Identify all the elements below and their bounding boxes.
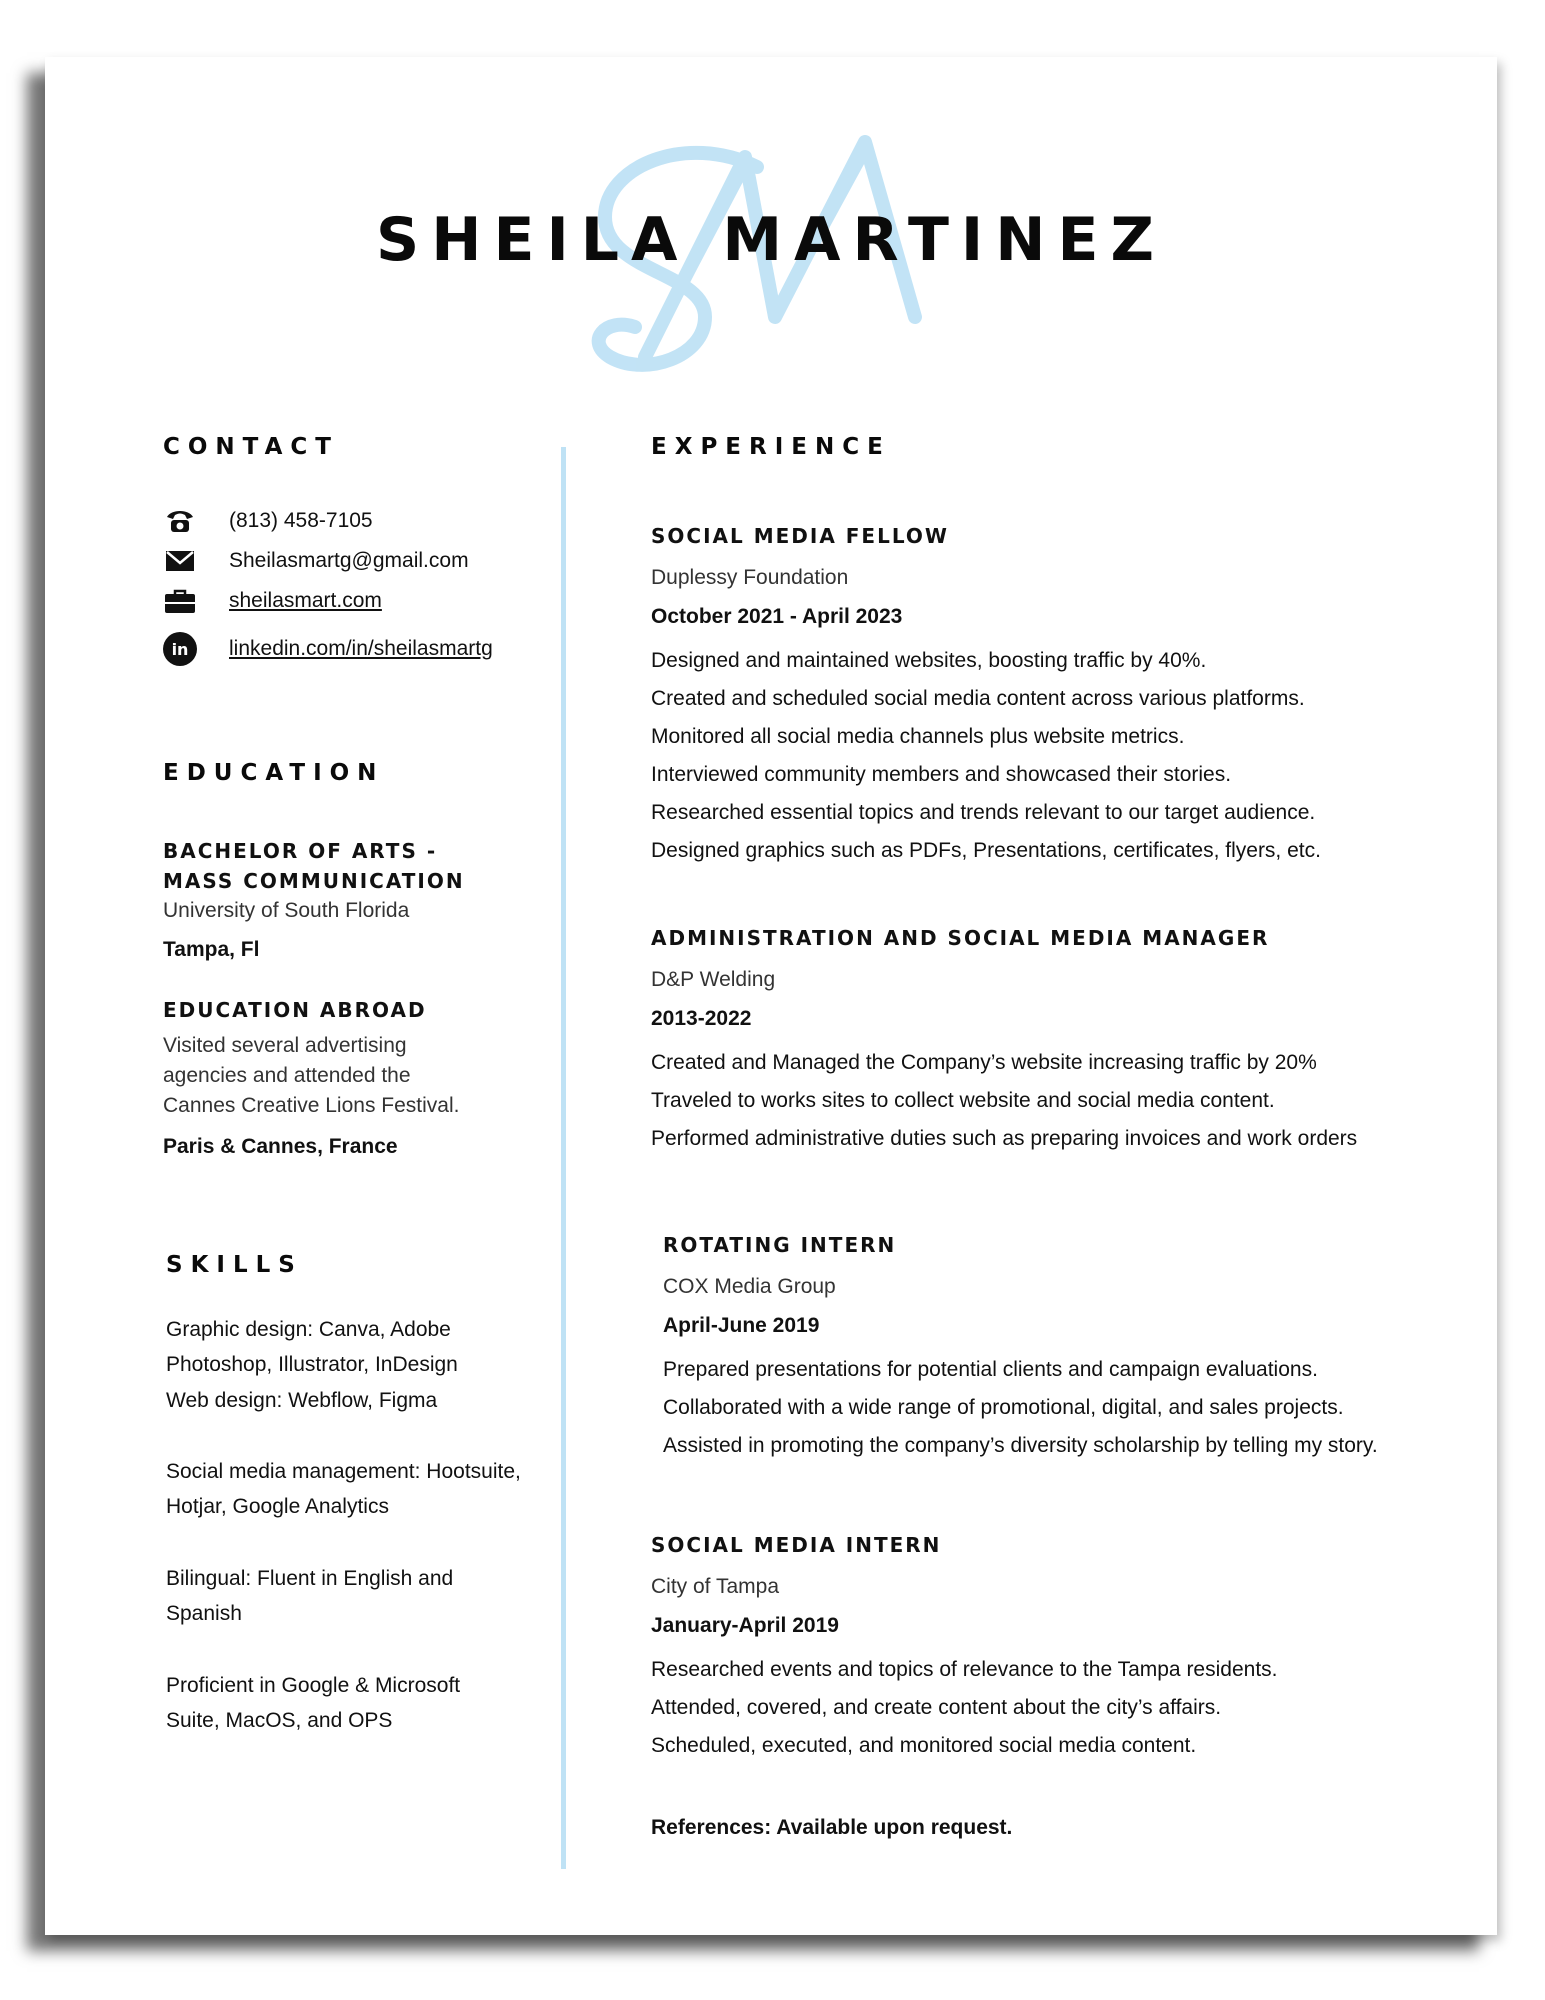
job-organization: City of Tampa <box>651 1575 779 1598</box>
abroad-block <box>163 995 543 1159</box>
abroad-line-2: agencies and attended the <box>163 1064 411 1087</box>
phone-icon <box>163 504 197 538</box>
job-dates: January-April 2019 <box>651 1614 839 1637</box>
contact-heading: CONTACT <box>163 434 339 460</box>
email-address[interactable]: Sheilasmartg@gmail.com <box>229 549 469 572</box>
job-organization: COX Media Group <box>663 1275 836 1298</box>
skill-line: Graphic design: Canva, Adobe <box>166 1318 451 1341</box>
duty-line: Collaborated with a wide range of promotional, digital, and sales projects. <box>663 1396 1344 1419</box>
duty-line: Designed and maintained websites, boosting traffic by 40%. <box>651 649 1207 672</box>
resume-page <box>45 57 1497 1935</box>
duty-line: Designed graphics such as PDFs, Presentations, certificates, flyers, etc. <box>651 839 1321 862</box>
job-title: SOCIAL MEDIA INTERN <box>651 1533 942 1557</box>
skill-item <box>166 1561 546 1631</box>
duty-line: Assisted in promoting the company’s diversity scholarship by telling my story. <box>663 1434 1378 1457</box>
skill-item <box>166 1668 546 1738</box>
job-entry <box>651 1530 1471 1765</box>
linkedin-row <box>163 632 493 666</box>
envelope-icon <box>163 544 197 578</box>
skill-line: Bilingual: Fluent in English and <box>166 1567 454 1590</box>
degree-line-2: MASS COMMUNICATION <box>163 869 465 893</box>
website-link[interactable]: sheilasmart.com <box>229 589 382 612</box>
duty-line: Created and scheduled social media content across various platforms. <box>651 687 1305 710</box>
skill-line: Photoshop, Illustrator, InDesign <box>166 1353 458 1376</box>
duty-line: Monitored all social media channels plus website metrics. <box>651 725 1185 748</box>
abroad-location: Paris & Cannes, France <box>163 1135 398 1158</box>
abroad-heading: EDUCATION ABROAD <box>163 998 427 1022</box>
job-title: SOCIAL MEDIA FELLOW <box>651 524 949 548</box>
skill-item <box>166 1312 546 1382</box>
briefcase-icon <box>163 584 197 618</box>
degree-line-1: BACHELOR OF ARTS - <box>163 839 438 863</box>
duty-line: Interviewed community members and showcased their stories. <box>651 763 1232 786</box>
linkedin-icon <box>163 632 197 666</box>
skill-line: Spanish <box>166 1602 242 1625</box>
email-row <box>163 544 469 578</box>
education-heading: EDUCATION <box>163 760 385 786</box>
duty-line: Scheduled, executed, and monitored social media content. <box>651 1734 1197 1757</box>
job-entry <box>651 923 1471 1158</box>
website-row <box>163 584 382 618</box>
job-title: ROTATING INTERN <box>663 1233 897 1257</box>
duty-line: Attended, covered, and create content about the city’s affairs. <box>651 1696 1222 1719</box>
job-entry <box>663 1230 1483 1465</box>
candidate-name: SHEILA MARTINEZ <box>376 205 1166 275</box>
job-dates: 2013-2022 <box>651 1007 752 1030</box>
duty-line: Created and Managed the Company’s website increasing traffic by 20% <box>651 1051 1317 1074</box>
svg-text:in: in <box>171 640 189 659</box>
job-duties <box>663 1351 1483 1465</box>
skill-line: Social media management: Hootsuite, <box>166 1460 521 1483</box>
duty-line: Traveled to works sites to collect website and social media content. <box>651 1089 1275 1112</box>
school-name: University of South Florida <box>163 899 410 922</box>
duty-line: Prepared presentations for potential clients and campaign evaluations. <box>663 1358 1318 1381</box>
experience-heading: EXPERIENCE <box>651 434 891 460</box>
duty-line: Researched events and topics of relevance to the Tampa residents. <box>651 1658 1278 1681</box>
skill-line: Web design: Webflow, Figma <box>166 1389 438 1412</box>
job-title: ADMINISTRATION AND SOCIAL MEDIA MANAGER <box>651 926 1270 950</box>
skill-line: Proficient in Google & Microsoft <box>166 1674 461 1697</box>
abroad-line-3: Cannes Creative Lions Festival. <box>163 1094 460 1117</box>
job-duties <box>651 1044 1471 1158</box>
abroad-line-1: Visited several advertising <box>163 1034 407 1057</box>
phone-row <box>163 504 373 538</box>
job-duties <box>651 1651 1471 1765</box>
skill-item <box>166 1383 546 1418</box>
job-entry <box>651 521 1471 870</box>
duty-line: Performed administrative duties such as preparing invoices and work orders <box>651 1127 1358 1150</box>
duty-line: Researched essential topics and trends relevant to our target audience. <box>651 801 1316 824</box>
skill-item <box>166 1454 546 1524</box>
school-location: Tampa, Fl <box>163 938 260 961</box>
job-organization: Duplessy Foundation <box>651 566 849 589</box>
phone-number: (813) 458-7105 <box>229 509 373 532</box>
linkedin-link[interactable]: linkedin.com/in/sheilasmartg <box>229 637 493 660</box>
job-duties <box>651 642 1471 870</box>
column-divider <box>561 447 566 1869</box>
job-organization: D&P Welding <box>651 968 776 991</box>
skill-line: Hotjar, Google Analytics <box>166 1495 389 1518</box>
degree-block <box>163 836 543 962</box>
skill-line: Suite, MacOS, and OPS <box>166 1709 393 1732</box>
job-dates: October 2021 - April 2023 <box>651 605 903 628</box>
references-note: References: Available upon request. <box>651 1816 1013 1839</box>
skills-heading: SKILLS <box>166 1252 303 1278</box>
job-dates: April-June 2019 <box>663 1314 820 1337</box>
